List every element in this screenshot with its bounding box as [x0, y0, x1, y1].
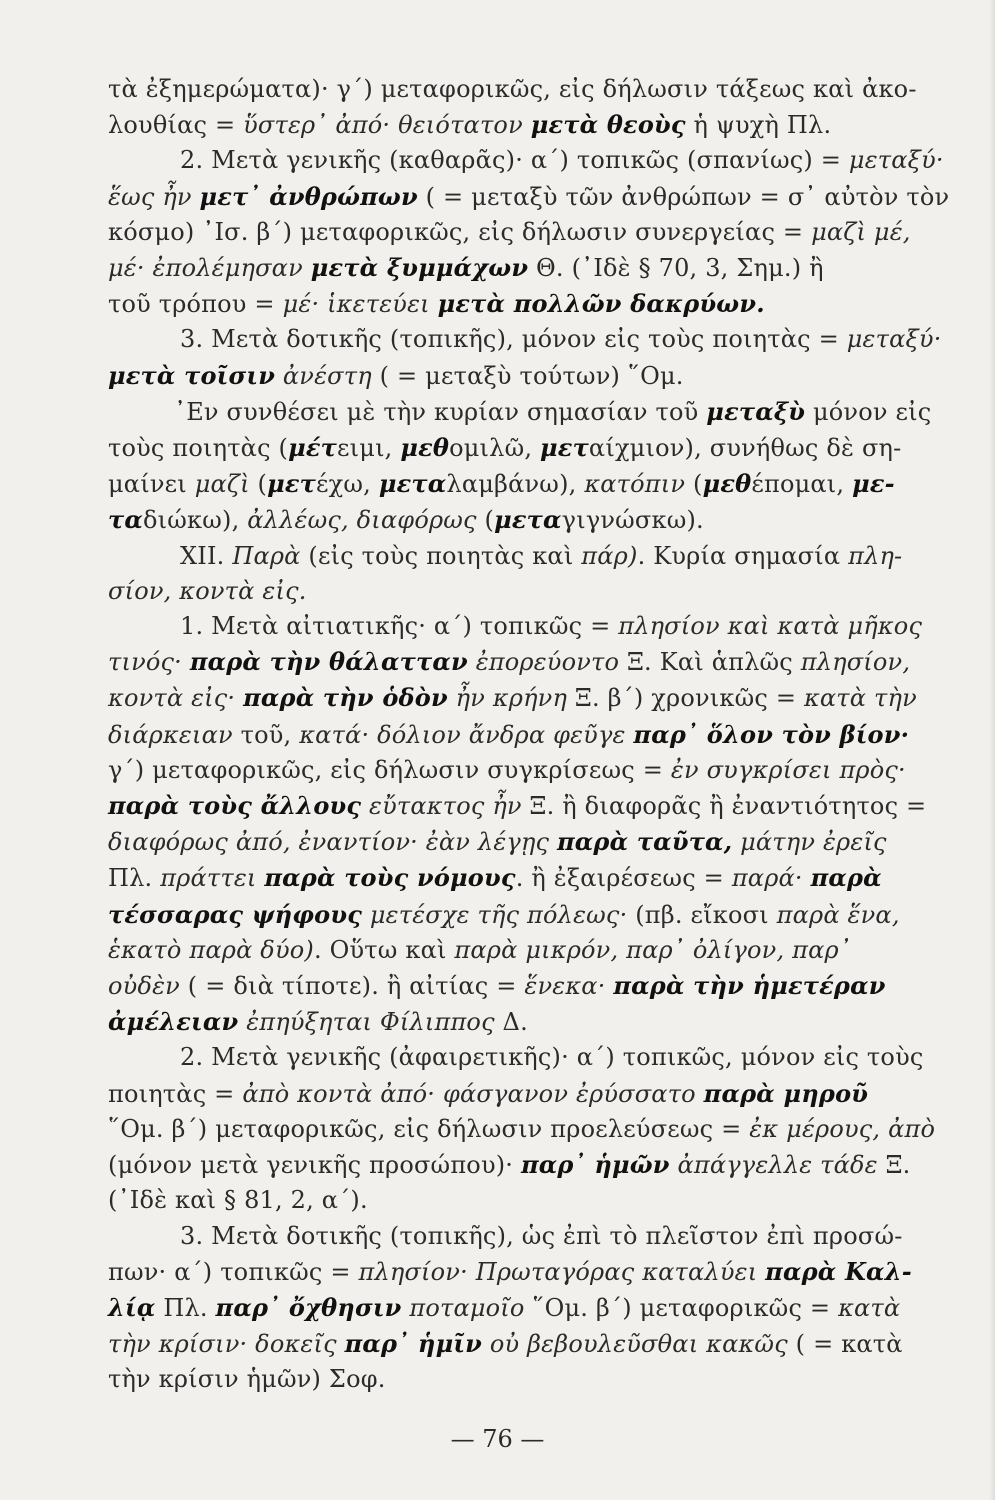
gloss-text: ὕστερ᾿ ἀπό· θειότατον — [243, 111, 531, 140]
gloss-text: ἕως ἦν — [108, 182, 200, 211]
text-line — [108, 322, 942, 357]
example-phrase: μετὰ πολλῶν δακρύων. — [437, 289, 765, 319]
gloss-text: παρὰ ἕνα, — [776, 900, 900, 929]
gloss-text: μεταξύ· — [846, 325, 942, 354]
gloss-text: μέ· ἐπολέμησαν — [108, 254, 311, 283]
text-line — [108, 753, 906, 788]
gloss-text: πάρ) — [581, 541, 638, 570]
gloss-text: μετέσχε τῆς πόλεως· — [362, 900, 628, 929]
gloss-text: κατά· δόλιον ἄνδρα φεῦγε — [299, 720, 634, 749]
body-text: γιγνώσκω). — [561, 506, 704, 535]
gloss-text: κατόπιν — [584, 470, 686, 499]
text-line — [108, 717, 910, 753]
body-text: τοῦ, — [232, 720, 300, 749]
gloss-text: μαζὶ — [194, 470, 250, 499]
example-phrase: τα — [108, 505, 144, 535]
page-edge-shadow — [989, 0, 995, 1500]
body-text: λουθίας = — [108, 111, 244, 140]
gloss-text: οὐδὲν — [108, 972, 180, 1001]
body-text: ( — [249, 470, 268, 499]
gloss-text: ἀπάγγελλε τάδε — [669, 1151, 878, 1180]
text-line — [108, 1183, 903, 1218]
body-text: ᾿Εν συνθέσει μὲ τὴν κυρίαν σημασίαν τοῦ — [174, 397, 707, 426]
gloss-text: ἐπηύξηται Φίλιππος — [238, 1008, 495, 1037]
text-line — [108, 574, 903, 609]
gloss-text: πράττει — [160, 864, 265, 893]
text-line — [108, 1076, 903, 1112]
body-text: κόσμο) ᾿Ισ. β΄) μεταφορικῶς, εἰς δήλωσιν συνεργείας = — [108, 217, 812, 246]
body-text: Ξ. — [877, 1151, 911, 1180]
body-text: Ξ. β΄) χρονικῶς = — [567, 684, 804, 713]
body-text: 3. Μετὰ δοτικῆς (τοπικῆς), μόνον εἰς τοὺς ποιητὰς = — [180, 325, 847, 354]
body-text: . ἢ ἐξαιρέσεως = — [515, 864, 732, 893]
gloss-text: ἀλλέως, διαφόρως — [247, 506, 477, 535]
body-text: ποιητὰς = — [108, 1079, 243, 1108]
body-text: ομιλῶ, — [449, 434, 541, 463]
body-text: (μόνον μετὰ γενικῆς προσώπου)· — [108, 1151, 521, 1180]
text-line — [108, 609, 923, 644]
gloss-text: πλησίον καὶ κατὰ μῆκος — [618, 612, 923, 641]
page-number: — 76 — — [450, 1425, 545, 1453]
text-line — [108, 1290, 903, 1326]
body-text: 1. Μετὰ αἰτιατικῆς· α΄) τοπικῶς = — [180, 612, 619, 641]
gloss-text: ἐπορεύοντο — [467, 648, 620, 677]
example-phrase: μετ᾿ ἀνθρώπων — [199, 181, 418, 211]
body-text: τὴν κρίσιν ἡμῶν) Σοφ. — [108, 1365, 386, 1394]
example-phrase: παρ᾿ ὄχθησιν — [215, 1292, 402, 1322]
body-text: τοὺς ποιητὰς ( — [108, 434, 289, 463]
gloss-text: ἐκ μέρους, ἀπὸ — [749, 1114, 936, 1143]
gloss-text: κατὰ — [838, 1293, 901, 1322]
gloss-text: πλη- — [848, 541, 903, 570]
body-text: αίχμιον), συνήθως δὲ ση- — [588, 434, 902, 463]
example-phrase: παρὰ ταῦτα, — [557, 827, 733, 857]
text-line — [108, 250, 903, 286]
body-text: πων· α΄) τοπικῶς = — [108, 1257, 359, 1286]
gloss-text: ποταμοῖο — [401, 1293, 525, 1322]
gloss-text: παρά· — [731, 864, 811, 893]
body-text: μαίνει — [108, 470, 195, 499]
example-phrase: παρὰ τὴν ἡμετέραν — [613, 971, 886, 1001]
body-text: ῞Ομ. β΄) μεταφορικῶς = — [524, 1293, 839, 1322]
text-line — [108, 466, 903, 502]
example-phrase: παρὰ — [810, 863, 882, 893]
text-line — [108, 968, 903, 1004]
text-line — [108, 897, 903, 933]
text-line — [108, 1112, 936, 1147]
body-text: . Κυρία σημασία — [637, 541, 849, 570]
text-line — [108, 394, 932, 430]
body-text: Θ. (᾿Ιδὲ § 70, 3, Σημ.) ἢ — [528, 254, 824, 283]
example-phrase: παρὰ τοὺς ἄλλους — [108, 791, 362, 821]
text-line — [108, 430, 903, 466]
body-text: ( = μεταξὺ τῶν ἀνθρώπων = σ᾿ αὐτὸν τὸν — [417, 182, 950, 211]
text-line — [108, 1362, 903, 1397]
text-line — [108, 1219, 903, 1254]
body-text: ( = μεταξὺ τούτων) ῞Ομ. — [371, 361, 684, 390]
example-phrase: παρὰ Καλ- — [765, 1256, 912, 1286]
body-text: ( — [685, 470, 703, 499]
example-phrase: μέτ — [288, 433, 338, 463]
body-text: έπομαι, — [751, 470, 853, 499]
gloss-text: ἀπὸ κοντὰ ἀπό· φάσγανον ἐρύσσατο — [242, 1079, 704, 1108]
example-phrase: μετ — [267, 469, 317, 499]
gloss-text: παρὰ μικρόν, παρ᾿ ὀλίγον, παρ᾿ — [454, 935, 852, 964]
gloss-text: ἑκατὸ παρὰ δύο) — [108, 935, 314, 964]
gloss-text: τὴν κρίσιν· δοκεῖς — [108, 1330, 345, 1359]
text-line — [108, 215, 911, 250]
body-text: έχω, — [316, 470, 379, 499]
gloss-text: πλησίον· Πρωταγόρας καταλύει — [358, 1257, 766, 1286]
text-line — [108, 539, 903, 574]
body-text: ἡ ψυχὴ Πλ. — [685, 111, 832, 140]
text-line — [108, 502, 903, 538]
text-line — [108, 107, 903, 143]
text-line — [108, 788, 927, 824]
example-phrase: μεθ — [400, 433, 450, 463]
example-phrase: παρ᾿ ἡμῖν — [344, 1329, 483, 1359]
text-line — [108, 680, 917, 716]
example-phrase: μετὰ τοῖσιν — [108, 360, 276, 390]
body-text: . Οὕτω καὶ — [313, 935, 455, 964]
body-text: Πλ. — [155, 1293, 216, 1322]
gloss-text: μαζὶ μέ, — [811, 217, 911, 246]
text-line — [108, 860, 903, 896]
example-phrase: μετὰ ξυμμάχων — [310, 253, 529, 283]
example-phrase: παρ᾿ ἡμῶν — [520, 1150, 670, 1180]
example-phrase: παρὰ τὴν ὁδὸν — [243, 683, 448, 713]
body-text: τὰ ἐξημερώματα)· γ΄) μεταφορικῶς, εἰς δήλωσιν τάξεως καὶ ἀκο- — [108, 75, 917, 103]
page-body-text — [108, 72, 950, 1398]
gloss-text: τινός· — [108, 648, 190, 677]
gloss-text: εὔτακτος ἦν — [361, 792, 522, 821]
text-line — [108, 1004, 903, 1040]
text-line — [108, 358, 903, 394]
example-phrase: με- — [852, 469, 895, 499]
text-line — [108, 933, 903, 968]
body-text: Πλ. — [108, 864, 161, 893]
gloss-text: διαφόρως ἀπό, ἐναντίον· ἐὰν λέγῃς — [108, 828, 557, 857]
text-line — [108, 1040, 924, 1075]
example-phrase: παρὰ τὴν θάλατταν — [189, 647, 468, 677]
example-phrase: παρὰ μηροῦ — [703, 1078, 869, 1108]
body-text: ειμι, — [337, 434, 401, 463]
gloss-text: κατὰ τὴν — [803, 684, 917, 713]
gloss-text: μεταξύ· — [848, 146, 944, 175]
gloss-text: ἐν συγκρίσει πρὸς· — [670, 755, 906, 784]
example-phrase: μεθ — [702, 469, 752, 499]
gloss-text: διάρκειαν — [108, 720, 233, 749]
body-text: (εἰς τοὺς ποιητὰς καὶ — [300, 541, 582, 570]
gloss-text: κοντὰ εἰς· — [108, 684, 244, 713]
example-phrase: ἀμέλειαν — [108, 1007, 239, 1037]
gloss-text: οὐ βεβουλεῦσθαι κακῶς — [482, 1330, 788, 1359]
example-phrase: μετα — [378, 469, 447, 499]
body-text: ( = διὰ τίποτε). ἢ αἰτίας = — [179, 972, 525, 1001]
text-line — [108, 72, 917, 107]
body-text: τοῦ τρόπου = — [108, 290, 283, 319]
text-line — [108, 1147, 911, 1183]
body-text: 3. Μετὰ δοτικῆς (τοπικῆς), ὡς ἐπὶ τὸ πλεῖστον ἐπὶ προσώ- — [180, 1221, 903, 1250]
body-text: XII. — [180, 541, 233, 570]
text-line — [108, 824, 903, 860]
body-text: (πβ. εἴκοσι — [627, 900, 777, 929]
text-line — [108, 644, 911, 680]
body-text: Ξ. Καὶ ἁπλῶς — [619, 648, 801, 677]
example-phrase: μεταξὺ — [706, 396, 806, 426]
body-text: ( = κατὰ — [787, 1330, 903, 1359]
text-line — [108, 143, 944, 178]
example-phrase: λίᾳ — [108, 1292, 156, 1322]
body-text: διώκω), — [143, 506, 248, 535]
text-line — [108, 1254, 912, 1290]
body-text: Ξ. ἢ διαφορᾶς ἢ ἐναντιότητος = — [521, 792, 927, 821]
body-text: 2. Μετὰ γενικῆς (καθαρᾶς)· α΄) τοπικῶς (σπανίως) = — [180, 146, 849, 175]
gloss-text: ἀνέστη — [275, 361, 372, 390]
gloss-text: σίον, κοντὰ εἰς. — [108, 576, 307, 605]
body-text: (᾿Ιδὲ καὶ § 81, 2, α΄). — [108, 1186, 368, 1215]
gloss-text: ἦν κρήνη — [447, 684, 568, 713]
example-phrase: παρὰ τοὺς νόμους — [264, 863, 516, 893]
body-text: λαμβάνω), — [446, 470, 585, 499]
gloss-text: ἕνεκα· — [524, 972, 614, 1001]
text-line — [108, 179, 950, 215]
example-phrase: τέσσαρας ψήφους — [108, 899, 363, 929]
example-phrase: μετα — [494, 505, 562, 535]
body-text: ( — [476, 506, 495, 535]
text-line — [108, 1326, 903, 1362]
gloss-text: μάτην ἐρεῖς — [732, 828, 887, 857]
body-text: γ΄) μεταφορικῶς, εἰς δήλωσιν συγκρίσεως = — [108, 755, 671, 784]
body-text: 2. Μετὰ γενικῆς (ἀφαιρετικῆς)· α΄) τοπικῶς, μόνον εἰς τοὺς — [180, 1043, 924, 1072]
example-phrase: παρ᾿ ὅλον τὸν βίον· — [633, 719, 910, 749]
body-text: Δ. — [494, 1008, 528, 1037]
gloss-text: πλησίον, — [800, 648, 911, 677]
body-text: ῞Ομ. β΄) μεταφορικῶς, εἰς δήλωσιν προελεύσεως = — [108, 1114, 750, 1143]
example-phrase: μετ — [540, 433, 589, 463]
gloss-text: Παρὰ — [232, 541, 301, 570]
example-phrase: μετὰ θεοὺς — [530, 110, 686, 140]
gloss-text: μέ· ἱκετεύει — [282, 290, 438, 319]
text-line — [108, 286, 903, 322]
body-text: μόνον εἰς — [805, 397, 932, 426]
